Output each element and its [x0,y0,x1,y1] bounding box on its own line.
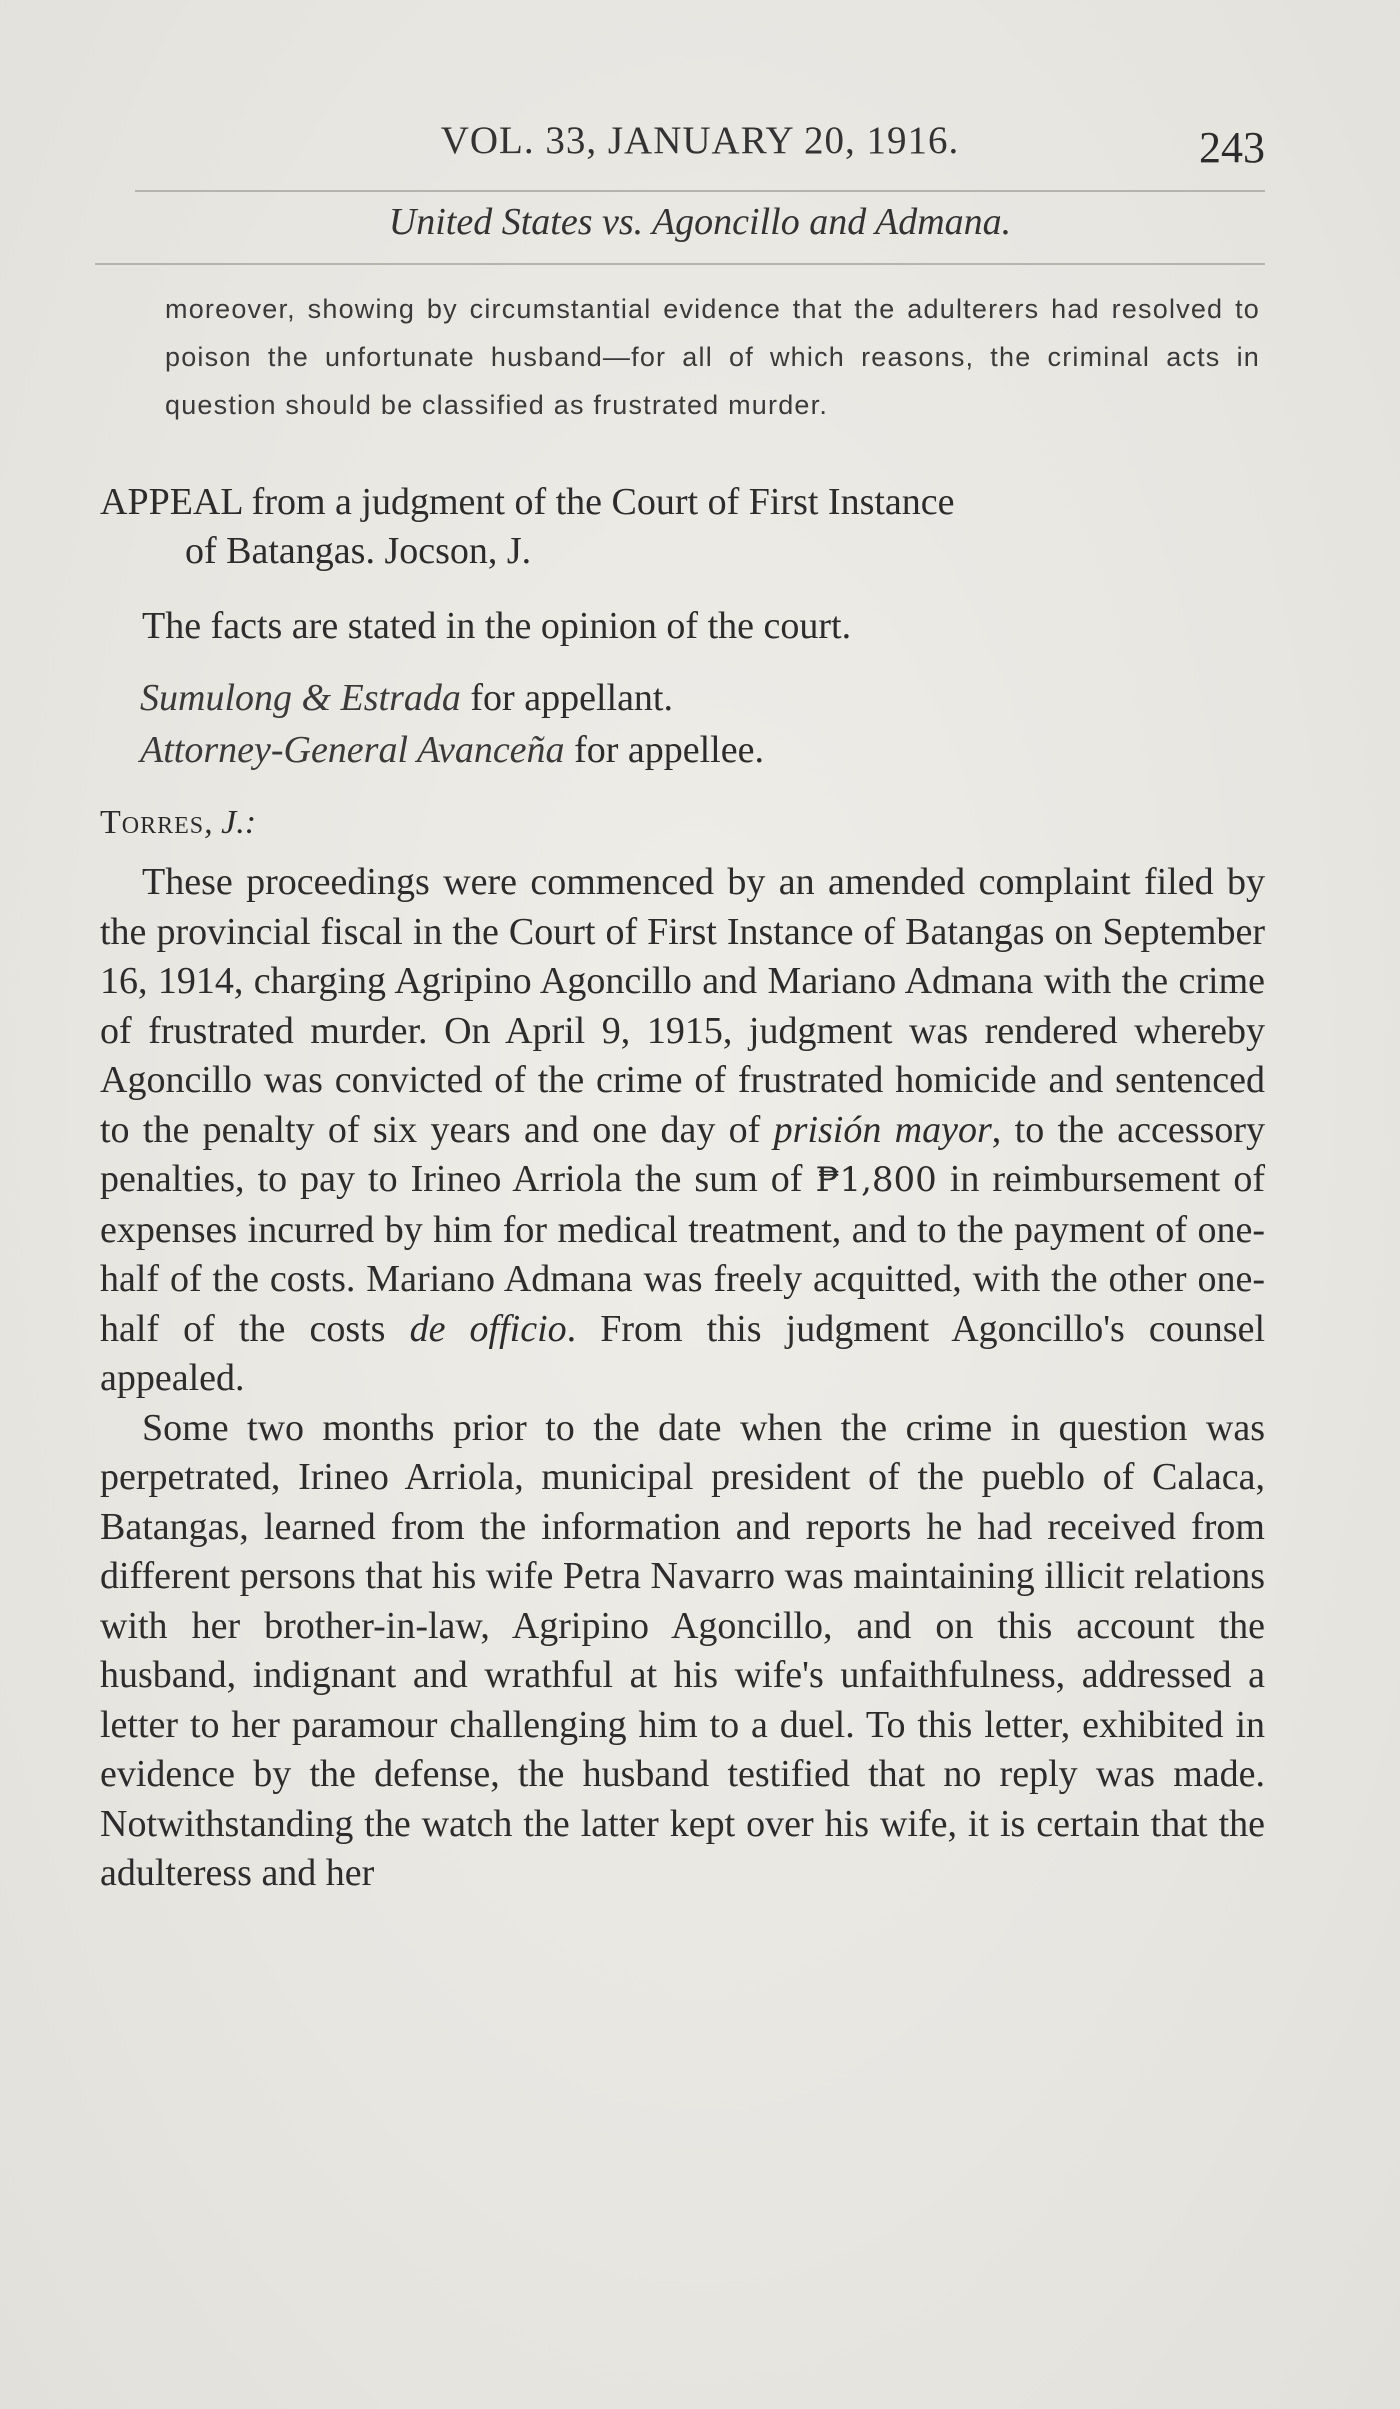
headnote: moreover, showing by circumstantial evidence that the adulterers had resolved to poison the unfortunate husband—for all of which reasons, the criminal acts in question should be classified as frustrated murder. [165,294,1260,420]
paragraph-1-text-b: , to the accessory penalties, to pay to Irineo Arriola the sum of [100,1108,1265,1200]
paragraph-1-text-d: . From this judgment Agoncillo's counsel appealed. [100,1307,1266,1399]
counsel-block [100,672,1305,776]
running-head [0,118,1400,163]
paragraph-1-italic-prision-mayor: prisión mayor [773,1108,992,1151]
appeal-line-2: of Batangas. Jocson, J. [185,530,532,572]
header-rule-top [135,190,1265,192]
page-number: 243 [1199,123,1265,172]
paragraph-1-text-a: These proceedings were commenced by an amended complaint filed by the provincial fiscal in the Court of First Instance of Batangas on September 16, 1914, charging Agripino Agoncillo and Mariano Admana with the crime of frustrated murder. On April 9, 1915, judgment was rendered whereby Agoncillo was convicted of the crime of frustrated homicide and sentenced to the penalty of six years and one day of [100,861,1265,1151]
paragraph-1-text-c: in reimbursement of expenses incurred by him for medical treatment, and to the payment of one-half of the costs. Mariano Admana was freely acquitted, with the other one-half of the costs [100,1158,1265,1350]
judge-name: Torres [100,804,205,841]
appeal-statement [100,478,1265,576]
paragraph-1-amount: ₱1,800 [815,1160,937,1200]
judge-suffix: , J.: [204,804,257,841]
opinion-paragraph-2: Some two months prior to the date when the crime in question was perpetrated, Irineo Arriola, municipal president of the pueblo of Calaca, Batangas, learned from the information and reports he had received from different persons that his wife Petra Navarro was maintaining illicit relations with her brother-in-law, Agripino Agoncillo, and on this account the husband, indignant and wrathful at his wife's unfaithfulness, addressed a letter to her paramour challenging him to a duel. To this letter, exhibited in evidence by the defense, the husband testified that no reply was made. Notwithstanding the watch the latter kept over his wife, it is certain that the adulteress and her [100,1406,1265,1894]
opinion-author [100,798,1265,847]
appellee-counsel-name: Attorney-General Avanceña [140,729,565,771]
facts-statement: The facts are stated in the opinion of the court. [142,605,852,647]
appellant-counsel-name: Sumulong & Estrada [140,677,461,719]
paragraph-1-italic-de-officio: de officio [409,1307,567,1350]
case-title: United States vs. Agoncillo and Admana. [388,201,1012,243]
running-head-title: VOL. 33, JANUARY 20, 1916. [440,119,960,162]
appellant-counsel-role: for appellant. [460,677,673,719]
opinion-paragraph-1 [100,858,1265,1404]
appellee-counsel [140,724,1305,776]
appeal-line-1: APPEAL from a judgment of the Court of First Instance [100,481,955,523]
opinion-body [100,858,1265,1899]
appellee-counsel-role: for appellee. [564,729,764,771]
header-rule-bottom [95,263,1265,265]
appellant-counsel [140,672,1305,724]
